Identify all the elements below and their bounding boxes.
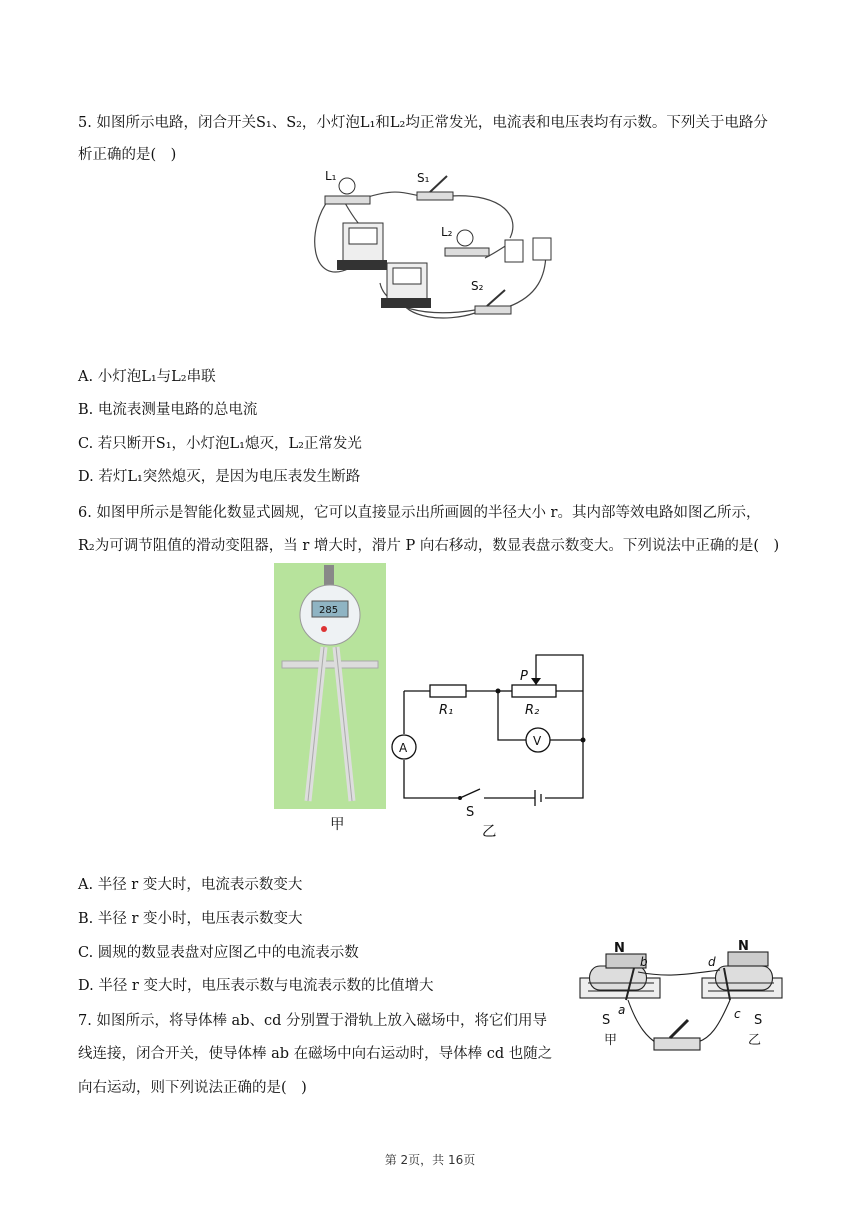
q5-label-s2: S₂ bbox=[471, 279, 484, 293]
q7-label-d: d bbox=[708, 955, 716, 969]
q6-label-switch: S bbox=[466, 805, 475, 818]
q5-label-s1: S₁ bbox=[417, 171, 430, 185]
q7-label-c: c bbox=[734, 1007, 741, 1021]
q5-option-c: C. 若只断开S₁，小灯泡L₁熄灭，L₂正常发光 bbox=[78, 436, 362, 452]
q6-option-d: D. 半径 r 变大时，电压表示数与电流表示数的比值增大 bbox=[78, 978, 434, 994]
q6-compass-photo bbox=[274, 563, 386, 809]
q5-label-l1: L₁ bbox=[325, 169, 337, 183]
q6-label-voltmeter: V bbox=[533, 734, 542, 748]
q6-option-c: C. 圆规的数显表盘对应图乙中的电流表示数 bbox=[78, 945, 359, 961]
q6-option-a: A. 半径 r 变大时，电流表示数变大 bbox=[78, 877, 303, 893]
q5-option-d: D. 若灯L₁突然熄灭，是因为电压表发生断路 bbox=[78, 469, 361, 485]
q7-label-n-left: N bbox=[614, 941, 625, 956]
q5-circuit-figure bbox=[305, 168, 565, 328]
q7-stem-line1: 7. 如图所示，将导体棒 ab、cd 分别置于滑轨上放入磁场中，将它们用导 bbox=[78, 1013, 547, 1029]
q7-rails-figure bbox=[578, 938, 786, 1060]
q6-photo-label: 甲 bbox=[330, 817, 345, 833]
q6-label-r1: R₁ bbox=[439, 703, 454, 718]
q6-stem-line2: R₂为可调节阻值的滑动变阻器，当 r 增大时，滑片 P 向右移动，数显表盘示数变大。下列说法中正确的是( ) bbox=[78, 538, 780, 554]
page-footer: 第 2页，共 16页 bbox=[384, 1153, 476, 1167]
q5-option-a: A. 小灯泡L₁与L₂串联 bbox=[78, 369, 216, 385]
q7-stem-line3: 向右运动，则下列说法正确的是( ) bbox=[78, 1080, 307, 1096]
q6-circuit-label: 乙 bbox=[482, 824, 497, 840]
q5-label-l2: L₂ bbox=[441, 225, 453, 239]
q7-label-n-right: N bbox=[738, 939, 749, 954]
q6-stem-line1: 6. 如图甲所示是智能化数显式圆规，它可以直接显示出所画圆的半径大小 r。其内部等效电路如图乙所示， bbox=[78, 505, 761, 521]
q6-display-value: 285 bbox=[319, 605, 339, 616]
q7-label-s-left: S bbox=[602, 1013, 611, 1028]
q6-label-ammeter: A bbox=[399, 741, 408, 755]
q5-stem-line1: 5. 如图所示电路，闭合开关S₁、S₂，小灯泡L₁和L₂均正常发光，电流表和电压表均有示数。下列关于电路分 bbox=[78, 115, 768, 131]
q7-stem-line2: 线连接，闭合开关，使导体棒 ab 在磁场中向右运动时，导体棒 cd 也随之 bbox=[78, 1046, 553, 1062]
q6-label-p: P bbox=[520, 669, 528, 684]
q7-label-yi: 乙 bbox=[748, 1033, 762, 1048]
q6-circuit-diagram bbox=[390, 648, 600, 818]
q7-label-s-right: S bbox=[754, 1013, 763, 1028]
q5-option-b: B. 电流表测量电路的总电流 bbox=[78, 402, 258, 418]
q5-stem-line2: 析正确的是( ) bbox=[78, 147, 177, 163]
q6-option-b: B. 半径 r 变小时，电压表示数变大 bbox=[78, 911, 303, 927]
q7-label-b: b bbox=[640, 955, 648, 969]
q7-label-a: a bbox=[618, 1003, 626, 1017]
q7-label-jia: 甲 bbox=[604, 1033, 618, 1048]
q6-label-r2: R₂ bbox=[525, 703, 540, 718]
